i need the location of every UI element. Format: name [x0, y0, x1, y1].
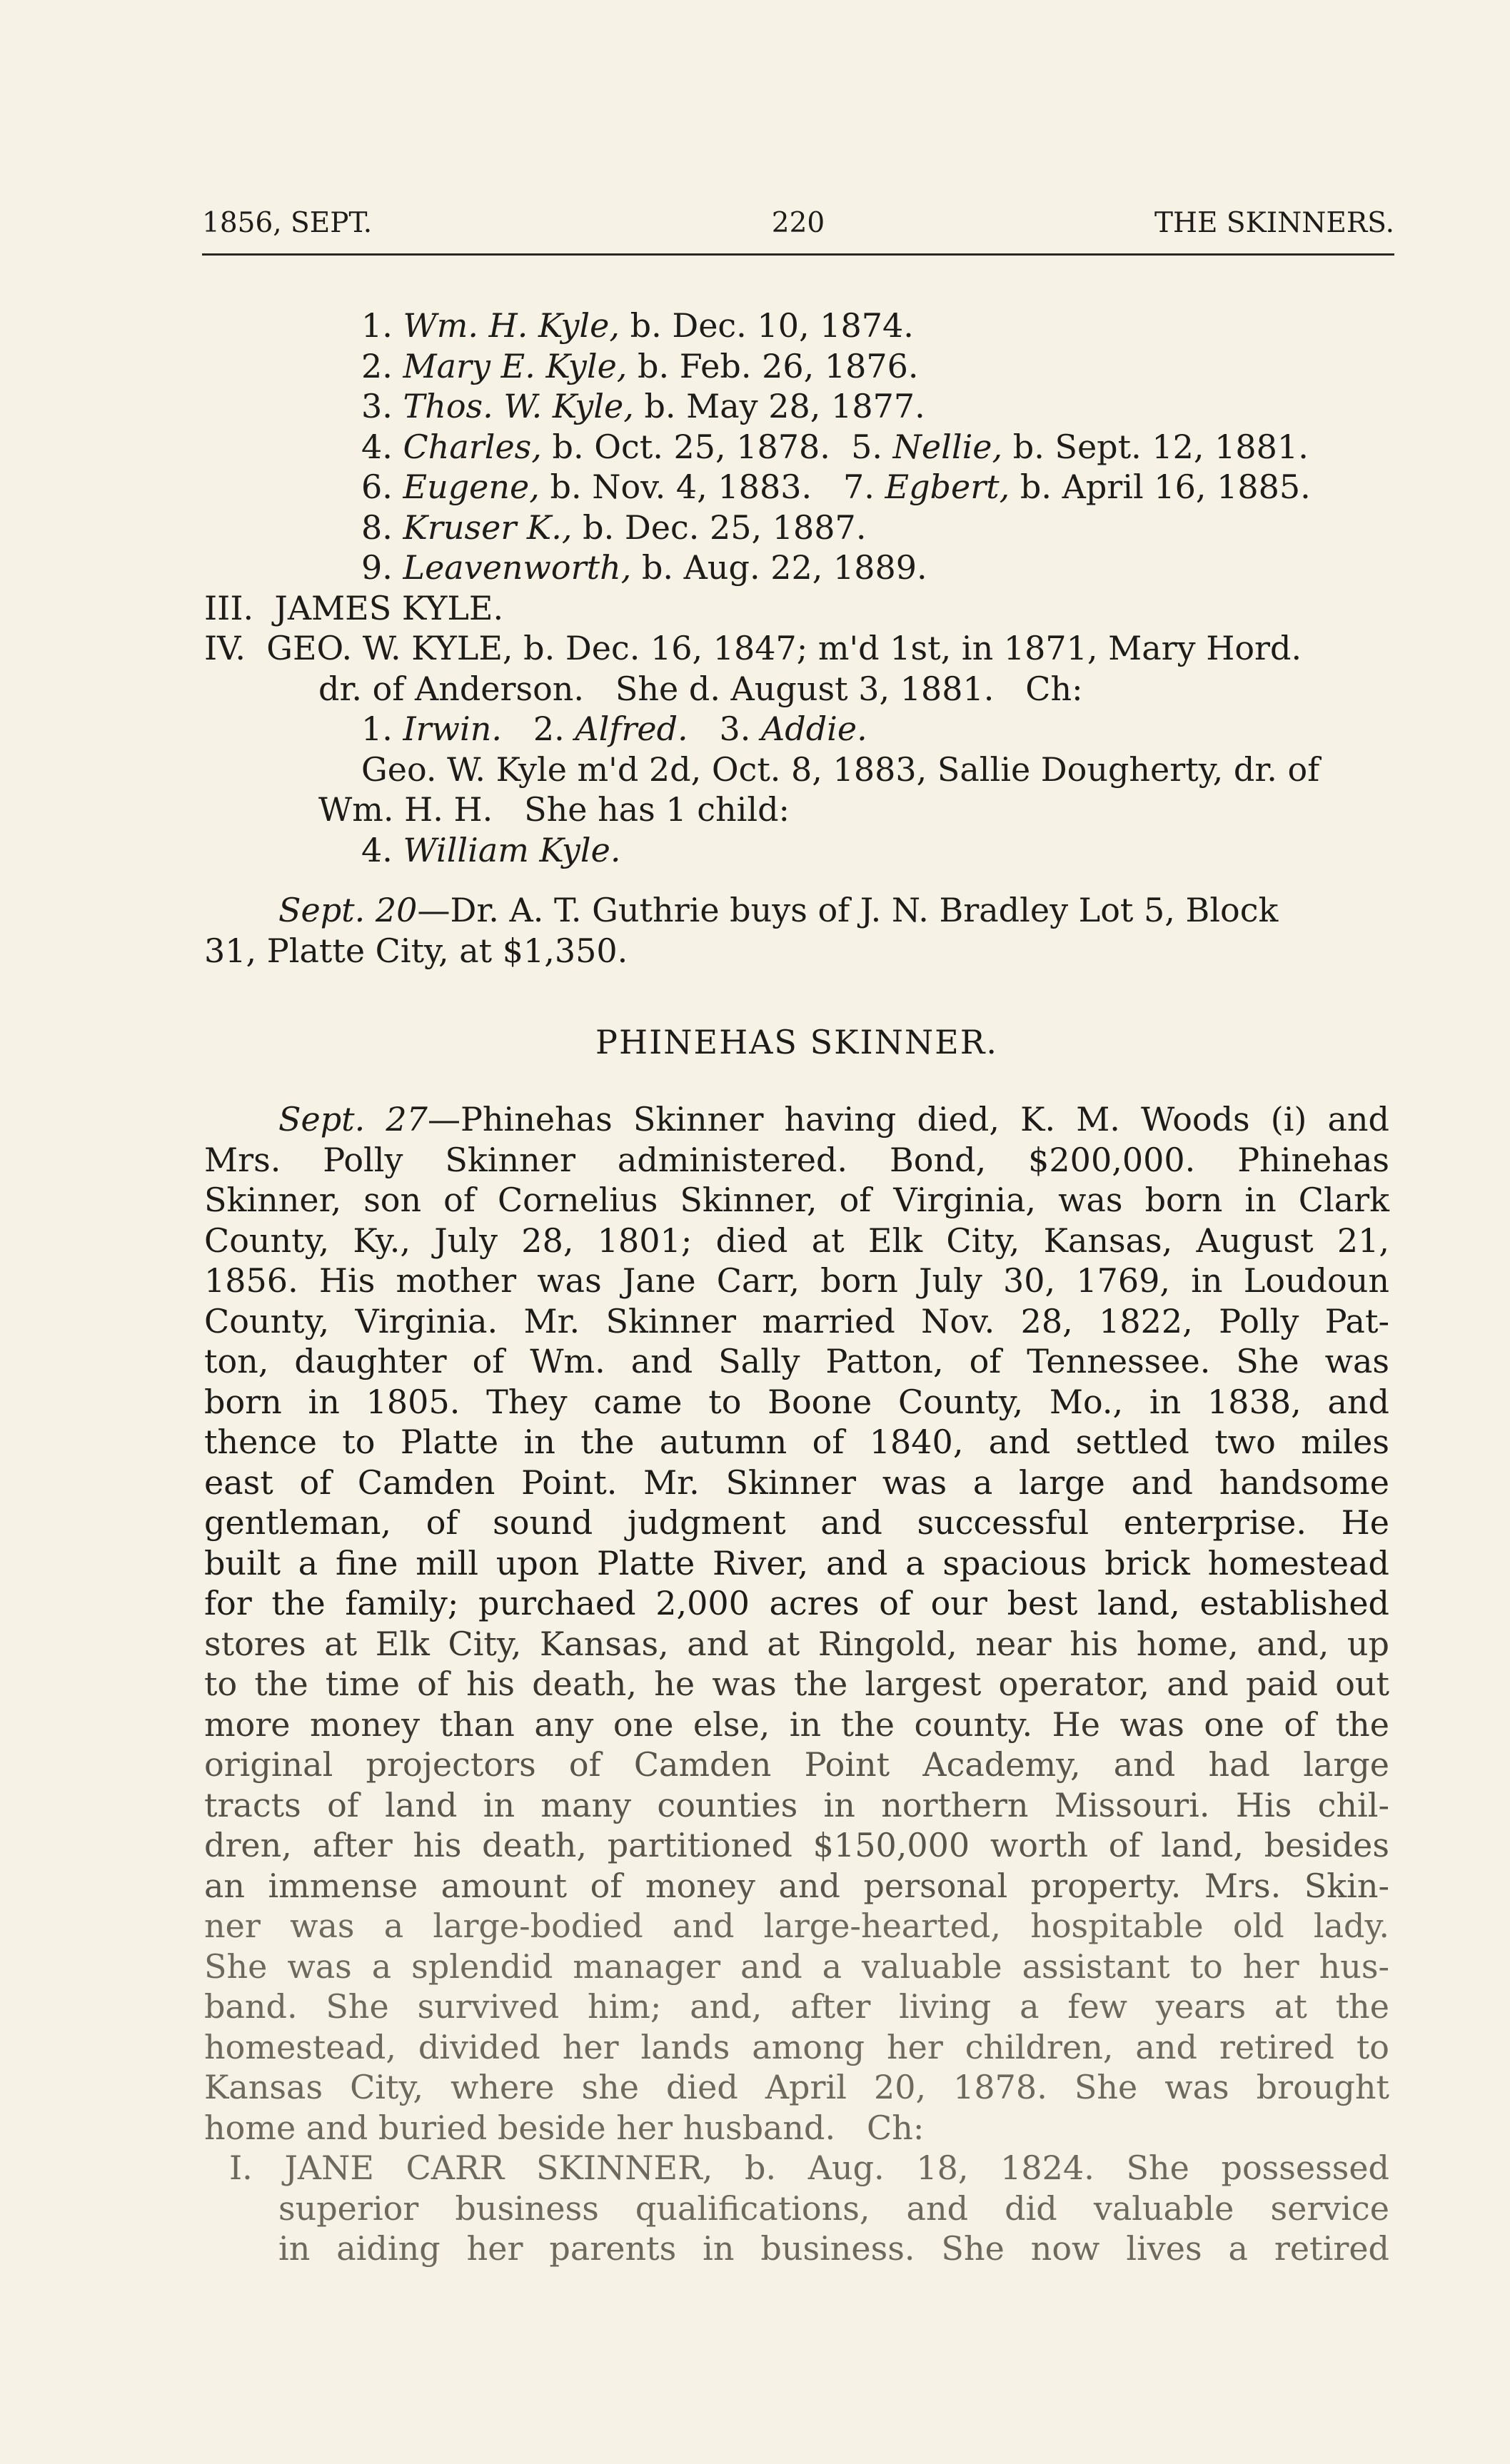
- text-line: an immense amount of money and personal property. Mrs. Skin-: [204, 1866, 1389, 1905]
- text-line: 4. William Kyle.: [361, 830, 621, 869]
- text-line: Wm. H. H. She has 1 child:: [318, 790, 790, 829]
- list-item: 9. Leavenworth, b. Aug. 22, 1889.: [361, 548, 927, 587]
- list-item: 1. Wm. H. Kyle, b. Dec. 10, 1874.: [361, 306, 914, 345]
- text-line: 31, Platte City, at $1,350.: [204, 931, 628, 970]
- text-line: County, Ky., July 28, 1801; died at Elk City, Kansas, August 21,: [204, 1221, 1389, 1260]
- list-item: 8. Kruser K., b. Dec. 25, 1887.: [361, 508, 867, 547]
- text-line: Kansas City, where she died April 20, 1878. She was brought: [204, 2068, 1389, 2106]
- page-number: 220: [771, 207, 825, 239]
- text-line: more money than any one else, in the county. He was one of the: [204, 1705, 1389, 1744]
- text-line: 1. Irwin. 2. Alfred. 3. Addie.: [361, 710, 867, 748]
- section-heading: PHINEHAS SKINNER.: [595, 1023, 998, 1061]
- running-header: [202, 198, 1394, 248]
- text-line: dr. of Anderson. She d. August 3, 1881. Ch:: [318, 669, 1083, 708]
- text-line: in aiding her parents in business. She now lives a retired: [278, 2229, 1389, 2268]
- text-line: Sept. 27—Phinehas Skinner having died, K. M. Woods (i) and: [278, 1100, 1389, 1138]
- list-item: 4. Charles, b. Oct. 25, 1878. 5. Nellie, b. Sept. 12, 1881.: [361, 427, 1309, 466]
- jane-skinner-entry: [204, 2148, 1389, 2269]
- header-date: 1856, SEPT.: [202, 207, 373, 239]
- text-line: born in 1805. They came to Boone County, Mo., in 1838, and: [204, 1382, 1389, 1421]
- text-line: Sept. 20—Dr. A. T. Guthrie buys of J. N. Bradley Lot 5, Block: [278, 891, 1279, 929]
- text-line: to the time of his death, he was the largest operator, and paid out: [204, 1665, 1389, 1703]
- sept20-entry: [204, 890, 1389, 971]
- text-line: Geo. W. Kyle m'd 2d, Oct. 8, 1883, Sallie Dougherty, dr. of: [361, 749, 1320, 789]
- text-line: built a fine mill upon Platte River, and a spacious brick homestead: [204, 1543, 1389, 1582]
- text-line: 1856. His mother was Jane Carr, born July 30, 1769, in Loudoun: [204, 1261, 1389, 1300]
- text-line: dren, after his death, partitioned $150,000 worth of land, besides: [204, 1826, 1389, 1864]
- text-line: home and buried beside her husband. Ch:: [204, 2108, 925, 2147]
- text-line: stores at Elk City, Kansas, and at Ringold, near his home, and, up: [204, 1624, 1389, 1663]
- text-line: ner was a large-bodied and large-hearted, hospitable old lady.: [204, 1907, 1389, 1945]
- header-rule: [202, 253, 1394, 256]
- text-line: east of Camden Point. Mr. Skinner was a large and handsome: [204, 1463, 1389, 1502]
- text-line: She was a splendid manager and a valuable assistant to her hus-: [204, 1947, 1389, 1986]
- text-line: band. She survived him; and, after living a few years at the: [204, 1987, 1389, 2026]
- text-line: I. JANE CARR SKINNER, b. Aug. 18, 1824. She possessed: [229, 2149, 1389, 2187]
- text-line: original projectors of Camden Point Academy, and had large: [204, 1745, 1389, 1784]
- james-kyle-entry: III. JAMES KYLE.: [204, 588, 504, 627]
- text-line: County, Virginia. Mr. Skinner married Nov. 28, 1822, Polly Pat-: [204, 1301, 1389, 1340]
- page-body: [204, 306, 1389, 2269]
- text-line: Mrs. Polly Skinner administered. Bond, $200,000. Phinehas: [204, 1140, 1389, 1179]
- text-line: for the family; purchaed 2,000 acres of our best land, established: [204, 1584, 1389, 1622]
- text-line: thence to Platte in the autumn of 1840, and settled two miles: [204, 1423, 1389, 1461]
- sept27-entry: [204, 1099, 1389, 2148]
- text-line: homestead, divided her lands among her children, and retired to: [204, 2027, 1389, 2066]
- text-line: superior business qualifications, and did valuable service: [278, 2188, 1389, 2228]
- geo-kyle-entry: [204, 628, 1389, 870]
- list-item: 6. Eugene, b. Nov. 4, 1883. 7. Egbert, b. April 16, 1885.: [361, 468, 1311, 506]
- text-line: gentleman, of sound judgment and successful enterprise. He: [204, 1503, 1389, 1542]
- list-item: 3. Thos. W. Kyle, b. May 28, 1877.: [361, 387, 925, 425]
- kyle-children-list: [204, 306, 1389, 588]
- list-item: 2. Mary E. Kyle, b. Feb. 26, 1876.: [361, 346, 919, 385]
- text-line: Skinner, son of Cornelius Skinner, of Virginia, was born in Clark: [204, 1181, 1389, 1219]
- text-line: ton, daughter of Wm. and Sally Patton, of Tennessee. She was: [204, 1342, 1389, 1380]
- text-line: tracts of land in many counties in northern Missouri. His chil-: [204, 1785, 1389, 1824]
- header-title: THE SKINNERS.: [1154, 207, 1394, 239]
- text-line: IV. GEO. W. KYLE, b. Dec. 16, 1847; m'd 1st, in 1871, Mary Hord.: [204, 629, 1302, 667]
